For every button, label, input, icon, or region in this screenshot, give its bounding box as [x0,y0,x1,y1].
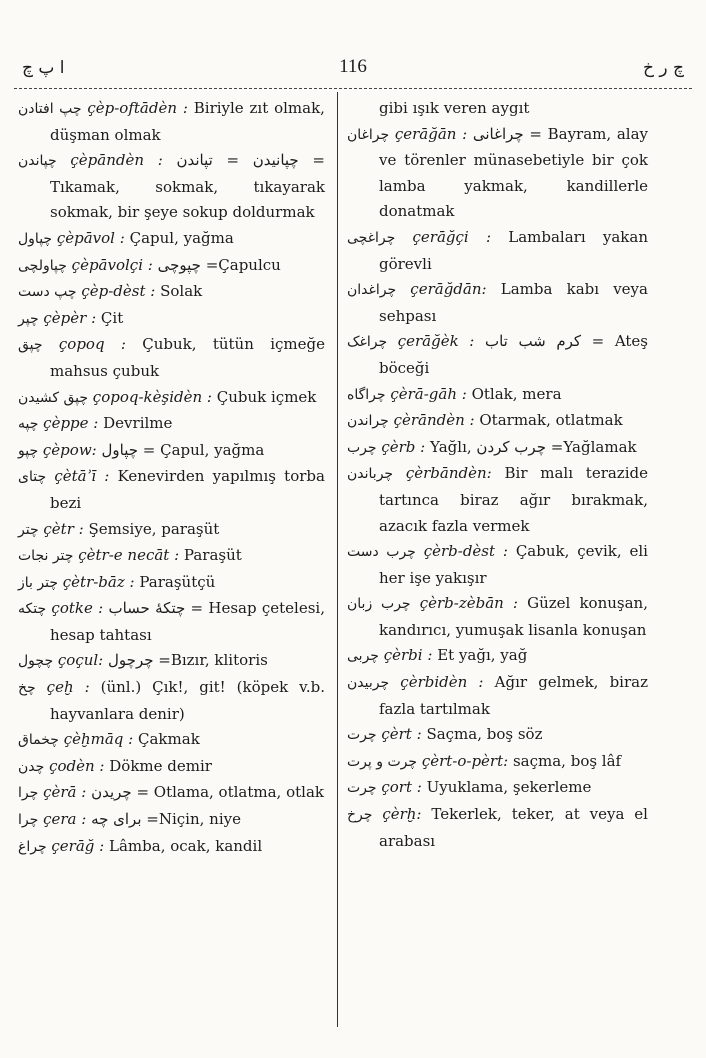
entry-persian-word: چپاولچی [18,257,67,274]
dictionary-entry [18,438,325,465]
entry-transliteration: çèp-oftādèn : [87,99,188,117]
entry-definition: چپوچی =Çapulcu [157,255,281,274]
entry-definition: (ünl.) Çık!, git! (köpek v.b. hayvanlara denir) [50,678,325,723]
entry-definition: Lambaları yakan görevli [379,227,648,273]
entry-definition: Tekerlek, teker, at veya el arabası [379,805,648,850]
entry-transliteration: çera : [43,810,87,829]
entry-persian-word: چراغک [347,334,388,351]
dictionary-entry [347,277,648,329]
entry-transliteration: çèḫmāq : [63,730,134,749]
entry-transliteration: çèrb-dèst : [423,542,508,561]
right-column [347,96,648,854]
entry-definition: Lâmba, ocak, kandil [109,836,263,855]
dictionary-entry [18,279,325,306]
entry-persian-word: چرت [347,727,377,744]
entry-definition: Çakmak [138,730,200,749]
dictionary-entry [18,780,325,807]
entry-transliteration: çèpèr : [43,308,97,327]
entry-persian-word: چتر نجات [18,548,74,565]
dictionary-entry [347,775,648,802]
entry-definition: Bir malı terazide tartınca biraz ağır bırakmak, azacık fazla vermek [379,464,648,535]
entry-transliteration: çèpow: [42,440,97,459]
dictionary-entry [18,543,325,570]
dictionary-entry [347,591,648,643]
dictionary-entry [347,96,648,122]
dictionary-entry [347,539,648,591]
entry-transliteration: çopoq-kèşidèn : [92,387,212,406]
entry-persian-word: چپ دست [18,284,77,301]
column-divider [337,92,338,1027]
dictionary-entry [18,570,325,597]
entry-transliteration: çerāğèk : [397,332,475,351]
entry-transliteration: çèrā : [43,783,87,802]
entry-persian-word: چرب [347,439,377,456]
entry-transliteration: çèrt-o-pèrt: [421,751,509,770]
entry-transliteration: çèrb : [381,437,426,456]
entry-transliteration: çèrb-zèbān : [419,594,518,613]
dictionary-entry [347,225,648,277]
entry-definition: Lamba kabı veya sehpası [379,280,648,325]
dictionary-entry [18,648,325,675]
entry-persian-word: چپه [18,416,39,433]
entry-persian-word: چراغ [18,838,47,855]
dictionary-entry [347,329,648,381]
entry-transliteration: çerāğdān: [410,280,487,299]
entry-persian-word: چتای [18,469,47,486]
dictionary-entry [347,122,648,225]
page-number: 116 [339,56,367,77]
entry-persian-word: چراغان [347,126,390,143]
dictionary-entry [18,253,325,280]
dictionary-entry [18,411,325,438]
entry-definition: Otarmak, otlatmak [479,411,623,430]
entry-definition: چپانیدن = تپاندن = Tıkamak, sokmak, tıkayarak sokmak, bir şeye sokup doldurmak [50,151,325,222]
entry-persian-word: چربی [347,648,379,665]
dictionary-entry [347,408,648,435]
dictionary-entry [347,749,648,776]
entry-transliteration: çèrāndèn : [393,411,475,430]
header-left-letters: ا پ چ [22,58,65,78]
entry-transliteration: çopoq : [58,335,126,354]
dictionary-entry [18,226,325,253]
entry-definition: Saçma, boş söz [426,725,543,744]
entry-persian-word: چخ [18,680,36,697]
dictionary-entry [18,675,325,727]
entry-transliteration: çoçul: [57,651,104,670]
entry-transliteration: çotke : [51,599,104,618]
dictionary-entry [347,382,648,409]
entry-definition: Çabuk, çevik, eli her işe yakışır [379,542,648,587]
entry-transliteration: çerāğ : [51,836,105,855]
dictionary-entry [347,722,648,749]
dictionary-entry [18,385,325,412]
entry-persian-word: چراغچی [347,229,396,246]
entry-transliteration: çèpāndèn : [70,151,163,170]
entry-definition: Devrilme [103,414,173,433]
entry-definition: چتکهٔ حساب = Hesap çetelesi, hesap tahtası [50,599,325,644]
entry-definition: Çapul, yağma [129,228,234,247]
entry-definition: چراغانی = Bayram, alay ve törenler münasebetiyle bir çok lamba yakmak, kandillerle donatmak [379,124,648,221]
entry-persian-word: چتکه [18,601,47,618]
entry-persian-word: چخماق [18,732,59,749]
entry-transliteration: çètr-e necāt : [78,546,180,565]
entry-definition: gibi ışık veren aygıt [379,99,530,117]
entry-transliteration: çèrbidèn : [400,673,484,692]
entry-transliteration: çètr : [43,519,84,538]
entry-transliteration: çètāʾī : [54,467,110,486]
entry-transliteration: çètr-bāz : [62,572,135,591]
entry-definition: Otlak, mera [471,384,562,403]
entry-transliteration: çèpāvol : [56,228,125,247]
dictionary-entry [347,670,648,722]
dictionary-entry [18,834,325,861]
entry-persian-word: چربیدن [347,675,390,692]
dictionary-entry [347,461,648,539]
entry-definition: Ağır gelmek, biraz fazla tartılmak [379,673,648,718]
entry-transliteration: çerāğān : [394,124,468,143]
entry-persian-word: چپق [18,337,43,354]
entry-transliteration: çèrbi : [383,646,433,665]
entry-persian-word: چپو [18,442,39,459]
entry-definition: Güzel konuşan, kandırıcı, yumuşak lisanla konuşan [379,594,648,639]
entry-definition: چرچول =Bızır, klitoris [108,651,268,670]
dictionary-entry [18,727,325,754]
dictionary-entry [18,332,325,384]
dictionary-entry [18,517,325,544]
entry-persian-word: چرب زبان [347,596,411,613]
left-column [18,96,325,860]
entry-persian-word: چپر [18,310,39,327]
entry-persian-word: چدن [18,758,45,775]
entry-transliteration: çèppe : [43,414,99,433]
entry-transliteration: çodèn : [49,756,105,775]
entry-persian-word: چپق کشیدن [18,389,89,406]
entry-persian-word: چپاول [18,230,53,247]
entry-transliteration: çèpāvolçi : [71,255,153,274]
entry-definition: Uyuklama, şekerleme [426,778,592,797]
entry-definition: Biriyle zıt olmak, düşman olmak [50,99,325,144]
entry-persian-word: چراندن [347,413,389,430]
dictionary-entry [18,464,325,516]
entry-persian-word: چرخ [347,807,373,824]
entry-persian-word: چرت [347,780,377,797]
entry-persian-word: چتر [18,521,39,538]
entry-transliteration: çèrbāndèn: [405,464,492,483]
entry-persian-word: چرباندن [347,466,394,483]
entry-definition: Et yağı, yağ [437,646,528,665]
dictionary-entry [18,96,325,148]
entry-definition: کرم شب تاب = Ateş böceği [379,332,648,377]
entry-transliteration: çeḫ : [46,678,90,697]
entry-transliteration: çèrt : [381,725,422,744]
dictionary-entry [347,802,648,854]
entry-transliteration: çort : [381,778,422,797]
entry-definition: Yağlı, چرب کردن =Yağlamak [430,437,637,456]
header-rule [14,88,692,89]
entry-definition: saçma, boş lâf [512,751,622,770]
entry-definition: Şemsiye, paraşüt [88,519,220,538]
entry-persian-word: چچول [18,653,54,670]
dictionary-entry [18,306,325,333]
entry-persian-word: چرت و پرت [347,753,418,770]
entry-persian-word: چرا [18,812,39,829]
page-header [22,56,684,86]
entry-definition: Çubuk, tütün içmeğe mahsus çubuk [50,335,325,380]
entry-transliteration: çèp-dèst : [81,282,156,301]
dictionary-entry [347,435,648,462]
entry-definition: Solak [160,282,203,301]
dictionary-entry [18,807,325,834]
dictionary-entry [18,596,325,648]
entry-definition: چریدن = Otlama, otlatma, otlak [91,783,324,802]
entry-definition: Paraşütçü [139,572,216,591]
dictionary-entry [18,754,325,781]
entry-definition: Çubuk içmek [216,387,317,406]
entry-definition: چپاول = Çapul, yağma [101,440,265,459]
dictionary-entry [18,148,325,226]
header-right-letters: چ ر خ [643,58,684,78]
entry-persian-word: چتر باز [18,574,58,591]
entry-persian-word: چرب دست [347,544,416,561]
entry-definition: Dökme demir [109,756,212,775]
entry-persian-word: چراغدان [347,282,397,299]
entry-definition: Paraşüt [183,546,242,565]
entry-transliteration: çerāğçi : [412,227,492,246]
entry-transliteration: çèrḫ: [382,805,422,824]
entry-definition: Çit [100,308,124,327]
entry-persian-word: چراگاه [347,386,386,403]
entry-persian-word: چپاندن [18,153,57,170]
entry-persian-word: چرا [18,785,39,802]
entry-persian-word: چپ افتادن [18,101,82,117]
entry-definition: Kenevirden yapılmış torba bezi [50,467,325,512]
entry-definition: برای چه =Niçin, niye [91,810,241,829]
dictionary-entry [347,643,648,670]
entry-transliteration: çèrā-gāh : [390,384,467,403]
